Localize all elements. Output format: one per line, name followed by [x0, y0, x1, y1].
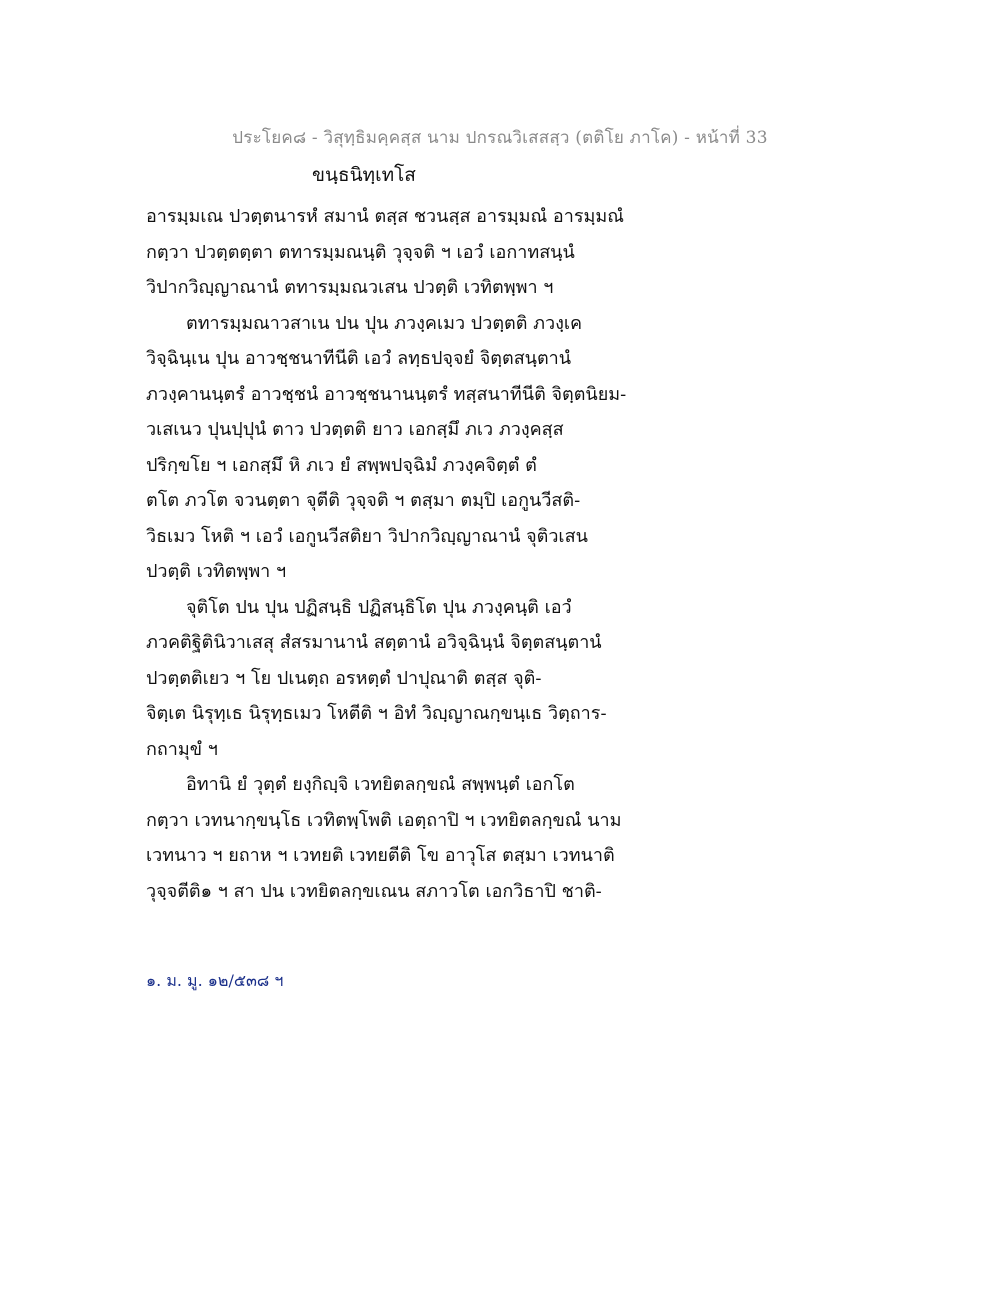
text-line: ภวคติฐิตินิวาเสสุ สํสรมานานํ สตฺตานํ อวิจฺฉินฺนํ จิตฺตสนฺตานํ: [146, 632, 602, 653]
text-line: อารมฺมเณ ปวตฺตนารหํ สมานํ ตสฺส ชวนสฺส อารมฺมณํ อารมฺมณํ: [146, 206, 624, 227]
text-line: จุติโต ปน ปุน ปฏิสนฺธิ ปฏิสนฺธิโต ปุน ภวงฺคนฺติ เอวํ: [186, 596, 572, 618]
running-header: ประโยค๘ - วิสุทฺธิมคฺคสฺส นาม ปกรณวิเสสสฺว (ตติโย ภาโค) - หน้าที่ 33: [232, 128, 768, 148]
text-line: ปวตฺตติเยว ฯ โย ปเนตฺถ อรหตฺตํ ปาปุณาติ ตสฺส จุติ-: [146, 667, 542, 689]
text-line: กตฺวา ปวตฺตตฺตา ตทารมฺมณนฺติ วุจฺจติ ฯ เอวํ เอกาทสนฺนํ: [146, 241, 575, 263]
text-line: ตโต ภวโต จวนตฺตา จุตีติ วุจฺจติ ฯ ตสฺมา ตมฺปิ เอกูนวีสติ-: [146, 490, 581, 511]
text-line: ปวตฺติ เวทิตพฺพา ฯ: [146, 561, 287, 582]
text-line: วิจฺฉินฺเน ปุน อาวชฺชนาทีนีติ เอวํ ลทฺธปจฺจยํ จิตฺตสนฺตานํ: [146, 348, 572, 369]
text-line: ปริกฺขโย ฯ เอกสฺมึ หิ ภเว ยํ สพฺพปจฺฉิมํ ภวงฺคจิตฺตํ ตํ: [146, 454, 537, 476]
text-line: วิปากวิญฺญาณานํ ตทารมฺมณวเสน ปวตฺติ เวทิตพฺพา ฯ: [146, 277, 554, 298]
text-line: อิทานิ ยํ วุตฺตํ ยงฺกิญฺจิ เวทยิตลกฺขณํ สพฺพนฺตํ เอกโต: [186, 774, 575, 795]
text-line: ภวงฺคานนฺตรํ อาวชฺชนํ อาวชฺชนานนฺตรํ ทสฺสนาทีนีติ จิตฺตนิยม-: [146, 383, 627, 405]
text-line: วิธเมว โหติ ฯ เอวํ เอกูนวีสติยา วิปากวิญฺญาณานํ จุติวเสน: [146, 525, 588, 547]
text-line: ตทารมฺมณาวสาเน ปน ปุน ภวงฺคเมว ปวตฺตติ ภวงฺเค: [186, 312, 583, 334]
text-line: วุจฺจตีติ๑ ฯ สา ปน เวทยิตลกฺขเณน สภาวโต เอกวิธาปิ ชาติ-: [146, 880, 602, 902]
text-line: เวทนาว ฯ ยถาห ฯ เวทยติ เวทยตีติ โข อาวุโส ตสฺมา เวทนาติ: [146, 845, 615, 866]
text-line: กถามุขํ ฯ: [146, 738, 218, 760]
footnote: ๑. ม. มู. ๑๒/๕๓๘ ฯ: [146, 971, 284, 990]
text-line: จิตฺเต นิรุทฺเธ นิรุทฺธเมว โหตีติ ฯ อิทํ วิญฺญาณกฺขนฺเธ วิตฺถาร-: [146, 703, 607, 724]
text-line: วเสเนว ปุนปฺปุนํ ตาว ปวตฺตติ ยาว เอกสฺมึ ภเว ภวงฺคสฺส: [146, 419, 564, 440]
section-title: ขนฺธนิทฺเทโส: [312, 164, 416, 186]
body-text: [146, 199, 706, 909]
text-line: กตฺวา เวทนากฺขนฺโธ เวทิตพฺโพติ เอตฺถาปิ ฯ เวทยิตลกฺขณํ นาม: [146, 809, 622, 831]
